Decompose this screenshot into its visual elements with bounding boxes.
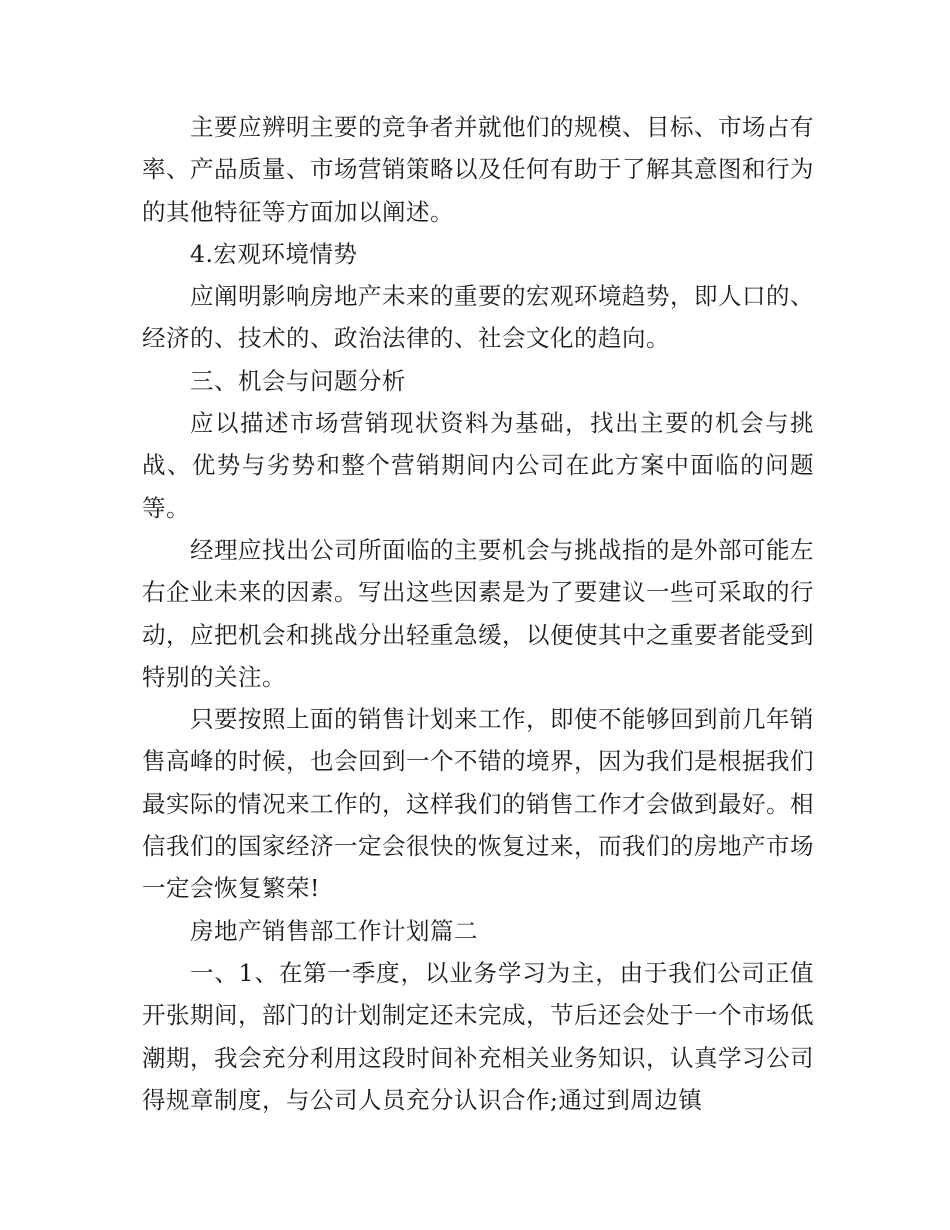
heading-opportunity-analysis: 三、机会与问题分析 [190,366,406,395]
paragraph-competitors: 主要应辨明主要的竞争者并就他们的规模、目标、市场占有率、产品质量、市场营销策略以及任何有助于了解其意图和行为的其他特征等方面加以阐述。 [142,113,814,226]
paragraph-opportunity-basis: 应以描述市场营销现状资料为基础，找出主要的机会与挑战、优势与劣势和整个营销期间内公司在此方案中面临的问题等。 [142,409,814,522]
paragraph-macro-trends: 应阐明影响房地产未来的重要的宏观环境趋势，即人口的、经济的、技术的、政治法律的、社会文化的趋向。 [142,282,814,353]
paragraph-manager-factors: 经理应找出公司所面临的主要机会与挑战指的是外部可能左右企业未来的因素。写出这些因素是为了要建议一些可采取的行动，应把机会和挑战分出轻重急缓，以便使其中之重要者能受到特别的关注。 [142,535,814,691]
paragraph-sales-plan: 只要按照上面的销售计划来工作，即使不能够回到前几年销售高峰的时候，也会回到一个不错的境界，因为我们是根据我们最实际的情况来工作的，这样我们的销售工作才会做到最好。相信我们的国家经济一定会很快的恢复过来，而我们的房地产市场一定会恢复繁荣! [142,705,814,903]
document-page [142,106,814,1121]
heading-macro-environment: 4.宏观环境情势 [190,239,358,268]
heading-plan-part-two: 房地产销售部工作计划篇二 [190,916,478,945]
paragraph-first-quarter: 一、1、在第一季度，以业务学习为主，由于我们公司正值开张期间，部门的计划制定还未完成，节后还会处于一个市场低潮期，我会充分利用这段时间补充相关业务知识，认真学习公司得规章制度，与公司人员充分认识合作;通过到周边镇 [142,958,814,1114]
